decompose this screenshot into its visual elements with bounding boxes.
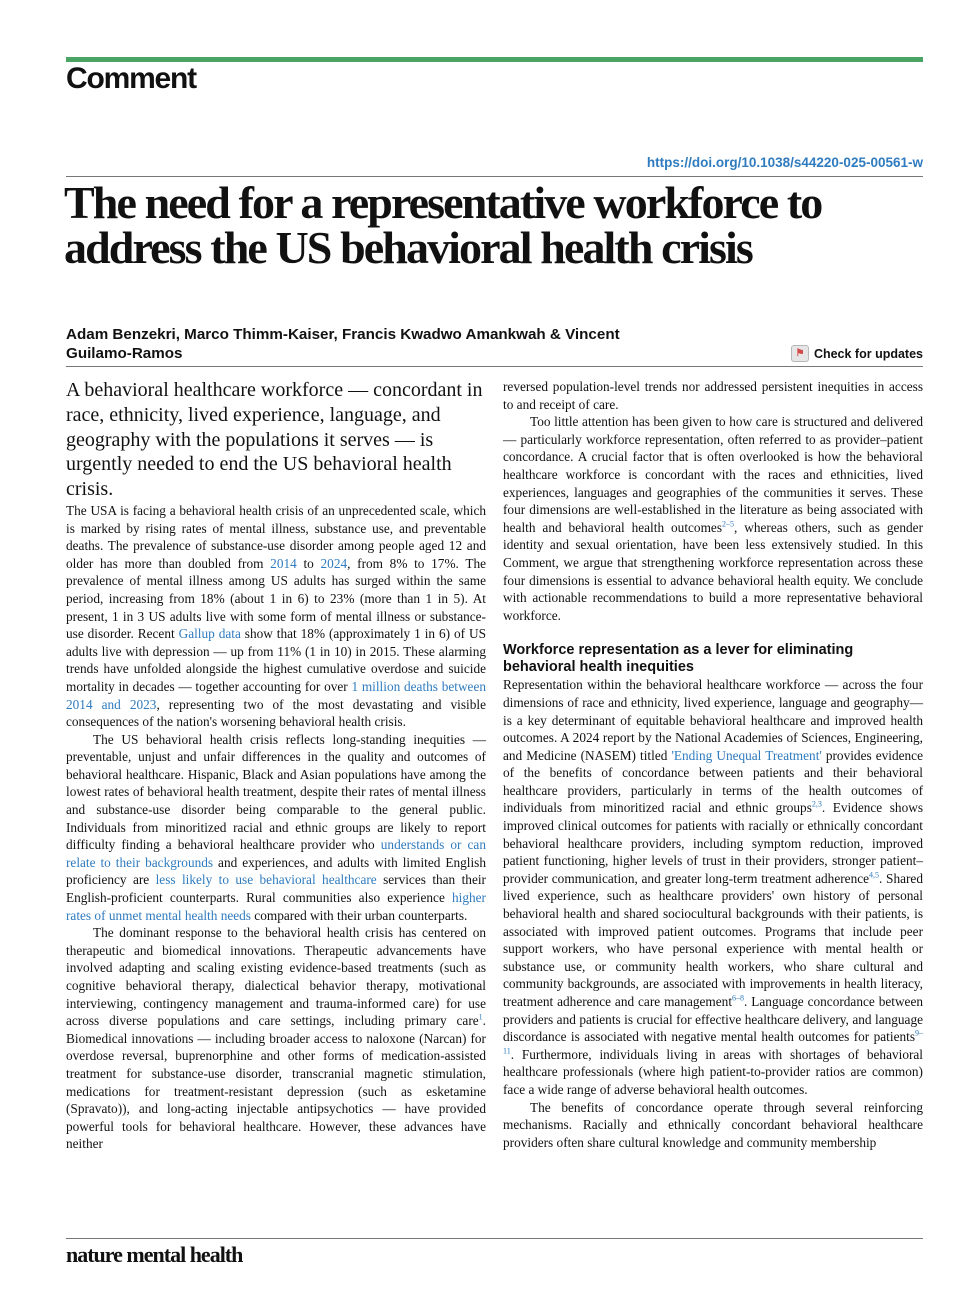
left-column — [66, 378, 486, 1153]
inline-link[interactable]: 2014 — [270, 555, 297, 571]
citation[interactable]: 4,5 — [869, 870, 880, 880]
citation[interactable]: 2,3 — [811, 800, 822, 810]
section-label: Comment — [66, 62, 196, 95]
paragraph: Representation within the behavioral healthcare workforce — across the four dimensions of race and ethnicity, lived experience, language and geography—is a key determinant of equitable behavioral healthcare and improved health outcomes. A 2024 report by the National Academies of Sciences, Engineering, and Medicine (NASEM) titled 'Ending Unequal Treatment' provides evidence of the benefits of concordance between patients and their behavioral healthcare providers, particularly in terms of the health outcomes of individuals from minoritized racial and ethnic groups$^{2,3}$. Evidence shows improved clinical outcomes for patients with racially or ethnically concordant behavioral healthcare providers, including symptom reduction, improved patient functioning, higher levels of trust in their providers, stronger patient–provider communication, and greater long-term treatment adherence$^{4,5}$. Shared lived experience, such as healthcare providers' own history of personal behavioral health and shared sociocultural backgrounds with their patients, is associated with improved patient outcomes. Programs that include peer support workers, who have personal experience with mental health or substance use, or community health workers, who share cultural and community backgrounds, are associated with improvements in health literacy, treatment adherence and care management$^{6-8}$. Language concordance between providers and patients is crucial for effective healthcare delivery, and language discordance is associated with negative mental health outcomes for patients$^{9-11}$. Furthermore, individuals living in areas with shortages of behavioral healthcare professionals (where high patient-to-provider ratios are common) face a wide range of adverse behavioral health outcomes. — [503, 677, 924, 1097]
citation[interactable]: 9–11 — [503, 1028, 923, 1056]
inline-link[interactable]: 'Ending Unequal Treatment' — [671, 747, 822, 763]
paragraph: The benefits of concordance operate through several reinforcing mechanisms. Racially and ethnically concordant behavioral healthcare providers often share cultural knowledge and community membership — [503, 1099, 923, 1150]
journal-name: nature mental health — [66, 1242, 243, 1267]
paragraph: The dominant response to the behavioral health crisis has centered on therapeutic and biomedical innovations. Therapeutic advancements have involved adapting and scaling existing evidence-based treatments (such as cognitive behavioral therapy, dialectical behavior therapy, motivational interviewing, contingency management and trauma-informed care) for use across diverse populations and care settings, including primary care$^1$. Biomedical innovations — including broader access to naloxone (Narcan) for overdose reversal, buprenorphine and other forms of medication-assisted treatment for substance-use disorder, transcranial magnetic stimulation, medications for treatment-resistant depression (such as esketamine (Spravato)), and long-acting injectable antipsychotics — have provided powerful tools for behavioral healthcare. However, these advances have neither — [66, 925, 486, 1152]
inline-link[interactable]: higher rates of unmet mental health needs — [66, 890, 486, 923]
citation[interactable]: 1 — [478, 1012, 483, 1022]
right-column — [503, 378, 923, 1151]
check-updates-label: Check for updates — [813, 346, 923, 361]
check-updates-icon: ⚑ — [791, 345, 809, 362]
paragraph: The USA is facing a behavioral health crisis of an unprecedented scale, which is marked by rising rates of mental illness, substance use, and preventable deaths. The prevalence of substance-use disorder among people aged 12 and older has more than doubled from 2014 to 2024, from 8% to 17%. The prevalence of mental illness among US adults has surged within the same period, increasing from 18% (about 1 in 6) to 23% (more than 1 in 5). At present, 1 in 3 US adults live with some form of mental illness or substance-use disorder. Recent Gallup data show that 18% (approximately 1 in 6) of US adults live with depression — up from 11% (1 in 10) in 2015. These alarming trends have unfolded alongside the highest cumulative overdose and suicide mortality in decades — together accounting for over 1 million deaths between 2014 and 2023, representing two of the most devastating and visible consequences of the nation's worsening behavioral health crisis. — [66, 502, 486, 730]
inline-link[interactable]: 1 million deaths between 2014 and 2023 — [66, 678, 486, 712]
paragraph: reversed population-level trends nor addressed persistent inequities in access to and receipt of care. — [503, 379, 923, 412]
section-heading: Workforce representation as a lever for eliminating behavioral health inequities — [503, 642, 854, 676]
citation[interactable]: 2–5 — [722, 519, 734, 529]
inline-link[interactable]: Gallup data — [178, 626, 241, 642]
paragraph: Too little attention has been given to how care is structured and delivered — particularly workforce representation, often referred to as provider–patient concordance. A crucial factor that is often overlooked is how the behavioral healthcare workforce is concordant with the races and ethnicities, lived experiences, languages and geographies of the communities it serves. These four dimensions are well-established in the literature as being associated with health and behavioral health outcomes$^{2-5}$, whereas others, such as gender identity and sexual orientation, have been less extensively studied. In this Comment, we argue that strengthening workforce representation across these four dimensions is essential to advance behavioral health equity. We conclude with actionable recommendations to build a more representative behavioral workforce. — [503, 414, 923, 623]
inline-link[interactable]: understands or can relate to their backgrounds — [66, 837, 486, 870]
inline-link[interactable]: 2024 — [320, 555, 348, 571]
author-list: Adam Benzekri, Marco Thimm-Kaiser, Francis Kwadwo Amankwah & Vincent Guilamo-Ramos — [66, 326, 620, 362]
inline-link[interactable]: less likely to use behavioral healthcare — [155, 872, 377, 888]
doi-link[interactable]: https://doi.org/10.1038/s44220-025-00561-w — [646, 155, 923, 170]
standfirst: A behavioral healthcare workforce — concordant in race, ethnicity, lived experience, language, and geography with the populations it serves — is urgently needed to end the US behavioral health crisis. — [66, 379, 483, 501]
article-title: The need for a representative workforce to address the US behavioral health crisis — [64, 177, 822, 273]
check-updates-button[interactable] — [791, 345, 923, 362]
citation[interactable]: 6–8 — [732, 993, 745, 1003]
divider — [66, 1238, 923, 1239]
divider — [66, 366, 923, 367]
paragraph: The US behavioral health crisis reflects long-standing inequities — preventable, unjust and unfair differences in the quality and outcomes of behavioral healthcare. Hispanic, Black and Asian populations have among the lowest rates of behavioral health treatment, despite their rates of mental illness and substance-use disorder being comparable to the general public. Individuals from minoritized racial and ethnic groups are likely to report difficulty finding a behavioral healthcare provider who understands or can relate to their backgrounds and experiences, and adults with limited English proficiency are less likely to use behavioral healthcare services than their English-proficient counterparts. Rural communities also experience higher rates of unmet mental health needs compared with their urban counterparts. — [66, 731, 486, 923]
